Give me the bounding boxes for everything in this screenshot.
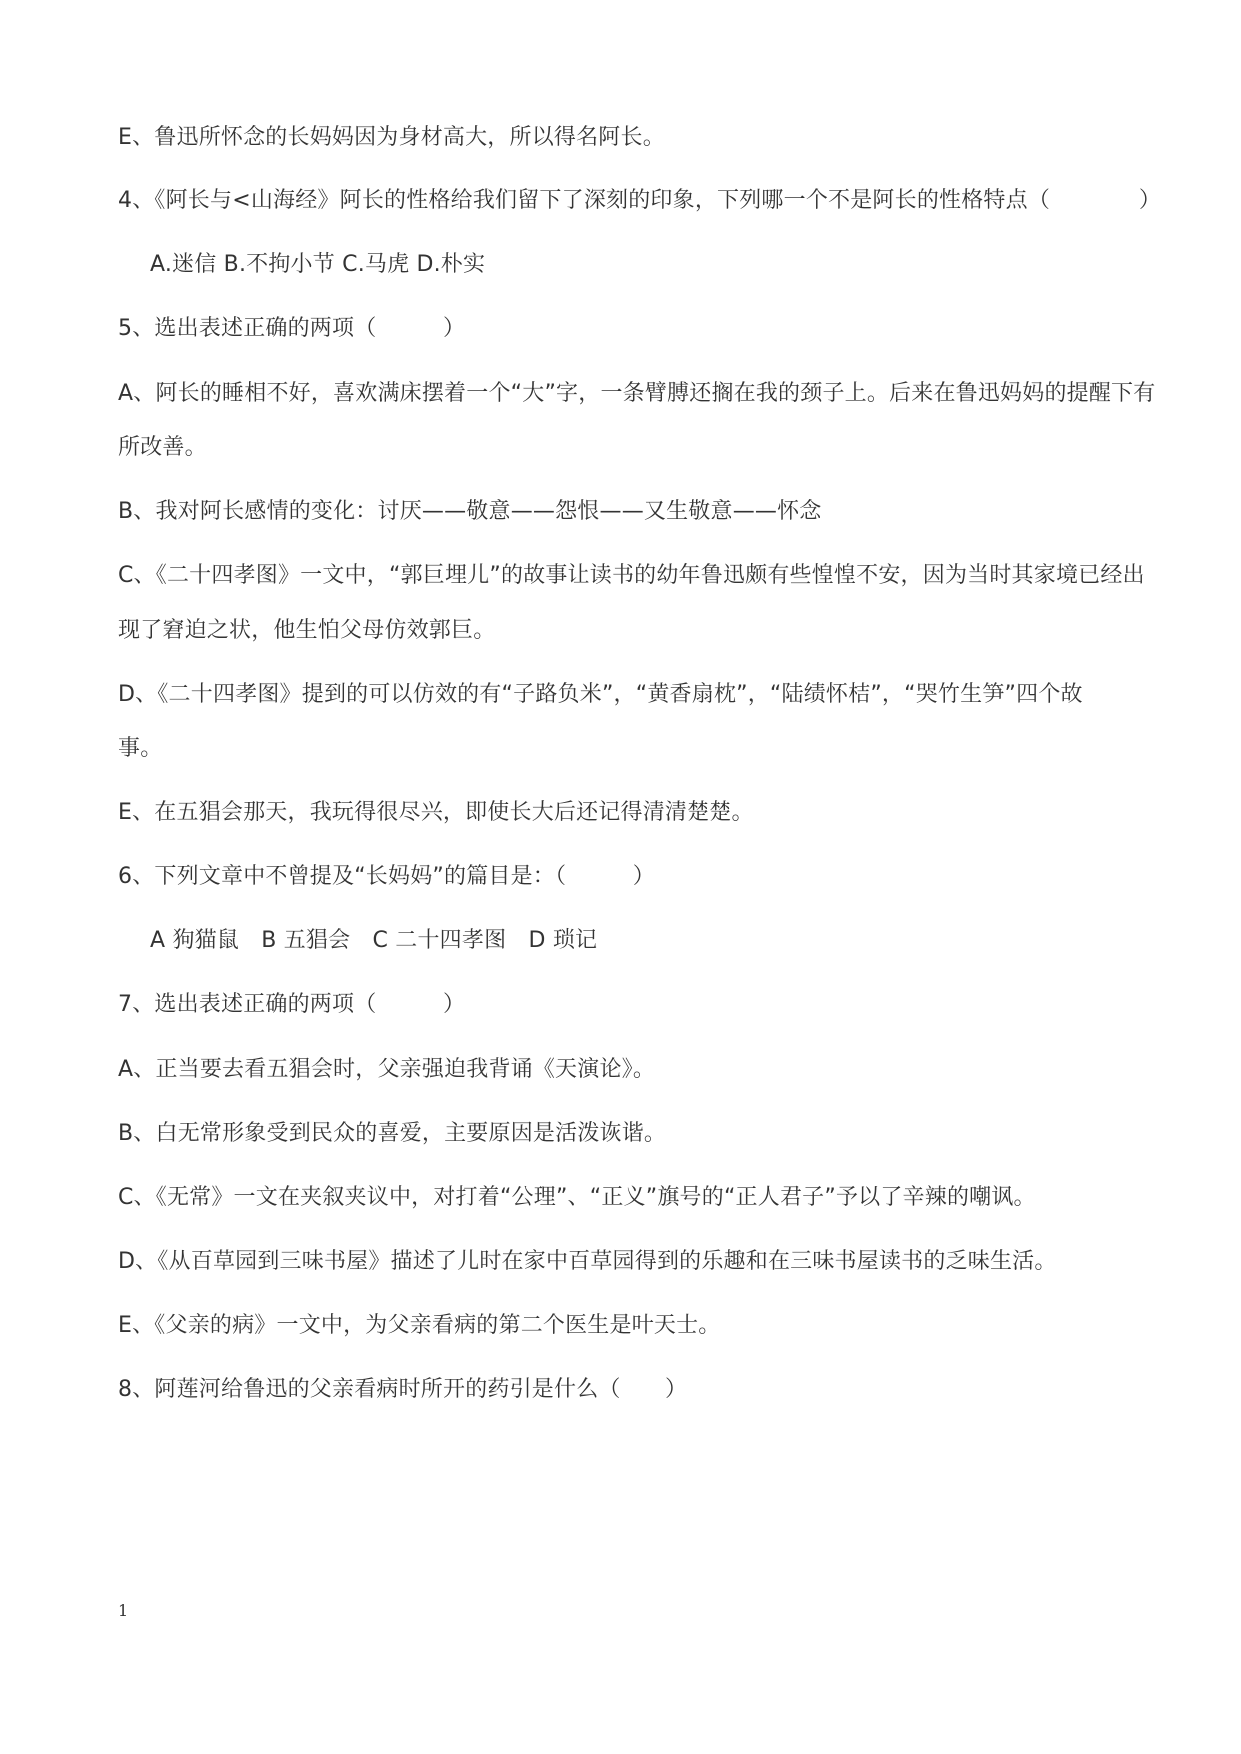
option-7e: E、《父亲的病》一文中，为父亲看病的第二个医生是叶天士。 [118,1313,721,1338]
page-number: 1 [118,1601,129,1620]
question-6: 6、下列文章中不曾提及“长妈妈”的篇目是：（ ） [118,864,655,889]
option-5a-line1: A、阿长的睡相不好，喜欢满床摆着一个“大”字，一条臂膊还搁在我的颈子上。后来在鲁迅妈妈的提醒下有 [118,381,1156,406]
option-5c-line1: C、《二十四孝图》一文中，“郭巨埋儿”的故事让读书的幼年鲁迅颇有些惶惶不安，因为当时其家境已经出 [118,563,1145,588]
option-5a-line2: 所改善。 [118,435,207,460]
question-5: 5、选出表述正确的两项（ ） [118,316,466,341]
option-7d: D、《从百草园到三味书屋》描述了儿时在家中百草园得到的乐趣和在三味书屋读书的乏味生活。 [118,1249,1057,1274]
question-4: 4、《阿长与<山海经》阿长的性格给我们留下了深刻的印象，下列哪一个不是阿长的性格特点（ ） [118,188,1162,213]
option-5e: E、鲁迅所怀念的长妈妈因为身材高大，所以得名阿长。 [118,125,665,150]
question-6-options: A 狗猫鼠 B 五猖会 C 二十四孝图 D 琐记 [150,928,598,953]
question-7: 7、选出表述正确的两项（ ） [118,992,466,1017]
option-7c: C、《无常》一文在夹叙夹议中，对打着“公理”、“正义”旗号的“正人君子”予以了辛辣的嘲讽。 [118,1185,1036,1210]
question-4-options: A.迷信 B.不拘小节 C.马虎 D.朴实 [150,252,486,277]
option-5e-second: E、在五猖会那天，我玩得很尽兴，即使长大后还记得清清楚楚。 [118,800,754,825]
option-5c-line2: 现了窘迫之状，他生怕父母仿效郭巨。 [118,618,496,643]
option-7a: A、正当要去看五猖会时，父亲强迫我背诵《天演论》。 [118,1057,656,1082]
option-5d-line1: D、《二十四孝图》提到的可以仿效的有“子路负米”，“黄香扇枕”，“陆绩怀桔”，“哭竹生笋”四个故 [118,682,1083,707]
option-7b: B、白无常形象受到民众的喜爱，主要原因是活泼诙谐。 [118,1121,667,1146]
option-5d-line2: 事。 [118,736,163,761]
option-5b: B、我对阿长感情的变化：讨厌——敬意——怨恨——又生敬意——怀念 [118,499,822,524]
question-8: 8、阿莲河给鲁迅的父亲看病时所开的药引是什么（ ） [118,1377,688,1402]
